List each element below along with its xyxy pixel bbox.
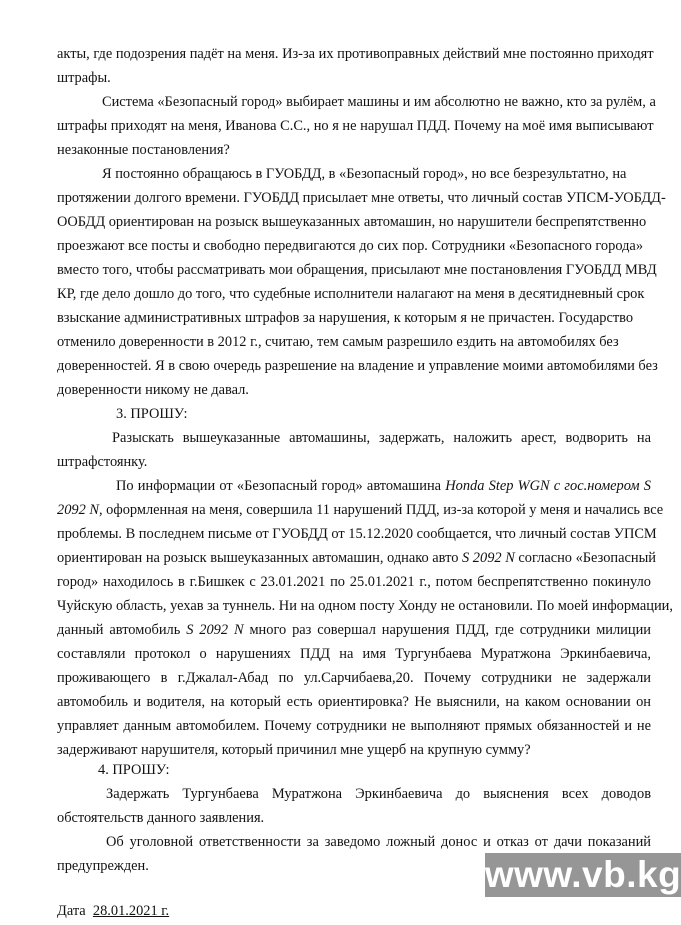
vehicle-reference: Honda Step WGN с гос.номером S	[445, 478, 651, 494]
watermark-text: www.vb.kg	[484, 854, 681, 895]
text-line: Задержать Тургунбаева Муратжона Эркинбаевича до выяснения всех доводов	[106, 786, 651, 802]
text-line: КР, где дело дошло до того, что судебные исполнители налагают на меня в десятидневный срок	[57, 286, 645, 302]
date-value: 28.01.2021 г.	[92, 903, 170, 919]
text-line: протяжении долгого времени. ГУОБДД присылает мне ответы, что личный состав УПСМ-УОБДД-	[57, 190, 666, 206]
text-line: взыскание административных штрафов за нарушения, к которым я не причастен. Государство	[57, 310, 634, 326]
text-line: город» находилось в г.Бишкек с 23.01.2021 по 25.01.2021 г., потом беспрепятственно покинуло	[57, 574, 651, 590]
text-line: штрафы.	[57, 70, 111, 86]
text-line: предупрежден.	[57, 858, 149, 874]
text-line: Система «Безопасный город» выбирает машины и им абсолютно не важно, кто за рулём, а	[102, 94, 656, 110]
text-line: данный автомобиль S 2092 N много раз совершал нарушения ПДД, где сотрудники милиции	[57, 622, 651, 638]
text-line: По информации от «Безопасный город» автомашина Honda Step WGN с гос.номером S	[116, 478, 651, 494]
text-line: задерживают нарушителя, который причинил мне ущерб на крупную сумму?	[57, 742, 531, 758]
text-line: незаконные постановления?	[57, 142, 230, 158]
text-line: Об уголовной ответственности за заведомо ложный донос и отказ от дачи показаний	[106, 834, 651, 850]
text-line: ООБДД ориентирован на розыск вышеуказанных автомашин, но нарушители беспрепятственно	[57, 214, 647, 230]
text-line: составляли протокол о нарушениях ПДД на имя Тургунбаева Муратжона Эркинбаевича,	[57, 646, 651, 662]
text-line: Разыскать вышеуказанные автомашины, задержать, наложить арест, водворить на	[112, 430, 651, 446]
text-line: проживающего в г.Джалал-Абад по ул.Сарчибаева,20. Почему сотрудники не задержали	[57, 670, 651, 686]
date-label: Дата	[57, 903, 86, 919]
text-line: доверенности никому не давал.	[57, 382, 249, 398]
text-line: акты, где подозрения падёт на меня. Из-за их противоправных действий мне постоянно приходят	[57, 46, 654, 62]
watermark	[485, 853, 681, 897]
text-line: ориентирован на розыск вышеуказанных автомашин, однако авто S 2092 N согласно «Безопасный	[57, 550, 656, 566]
text-line: отменило доверенности в 2012 г., считаю, тем самым разрешило ездить на автомобилях без	[57, 334, 619, 350]
text-line: обстоятельств данного заявления.	[57, 810, 265, 826]
text-line: 2092 N, оформленная на меня, совершила 11 нарушений ПДД, из-за которой у меня и начались все	[57, 502, 664, 518]
text-line: Я постоянно обращаюсь в ГУОБДД, в «Безопасный город», но все безрезультатно, на	[102, 166, 627, 182]
section-heading: 4. ПРОШУ:	[98, 762, 170, 778]
text-line: доверенностей. Я в свою очередь разрешение на владение и управление моими автомобилями без	[57, 358, 658, 374]
text-line: проезжают все посты и свободно передвигаются до сих пор. Сотрудники «Безопасного города»	[57, 238, 644, 254]
text-line: вместо того, чтобы рассматривать мои обращения, присылают мне постановления ГУОБДД МВД	[57, 262, 657, 278]
text-line: штрафы приходят на меня, Иванова С.С., но я не нарушал ПДД. Почему на моё имя выписывают	[57, 118, 654, 134]
text-line: проблемы. В последнем письме от ГУОБДД от 15.12.2020 сообщается, что личный состав УПСМ	[57, 526, 657, 542]
vehicle-plate: 2092 N	[57, 502, 99, 518]
text-line: автомобиль и водителя, на который есть ориентировка? Не выяснили, на каком основании он	[57, 694, 651, 710]
date-line	[57, 903, 169, 920]
text-line: штрафстоянку.	[57, 454, 148, 470]
vehicle-plate: S 2092 N	[462, 550, 515, 566]
text-line: Чуйскую область, уехав за туннель. Ни на одном посту Хонду не остановили. По моей информации,	[57, 598, 673, 614]
vehicle-plate: S 2092 N	[186, 622, 244, 638]
text-line: управляет данным автомобилем. Почему сотрудники не выполняют прямых обязанностей и не	[57, 718, 651, 734]
section-heading: 3. ПРОШУ:	[116, 406, 188, 422]
